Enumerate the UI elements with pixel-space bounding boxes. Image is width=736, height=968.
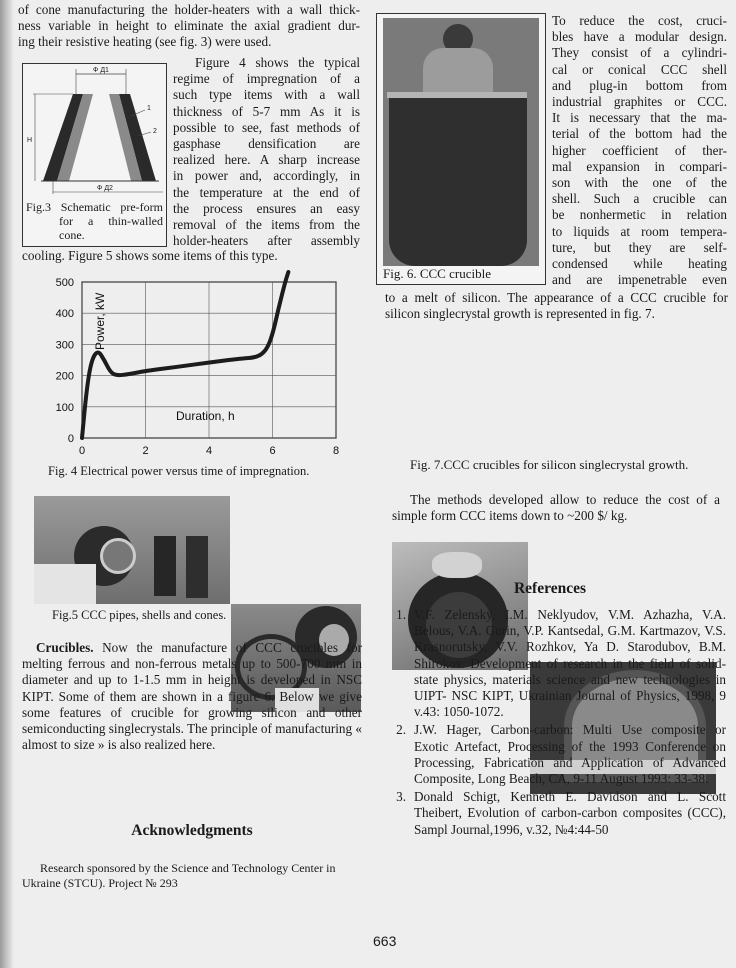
fig6-caption: Fig. 6. CCC crucible	[383, 266, 491, 281]
reference-item	[380, 607, 726, 720]
fig4-power-chart	[40, 270, 360, 460]
x-tick-label: 4	[205, 445, 213, 457]
figure-6	[376, 13, 546, 285]
acknowledgments-text	[22, 861, 372, 891]
ack-line: Research sponsored by the Science and Technology Center in	[40, 861, 336, 875]
text-line: and are impenetrable even	[552, 272, 727, 288]
text-line: ness variable in height to eliminate the axial gradient dur-	[18, 18, 360, 34]
cone-schematic	[23, 64, 166, 194]
reference-number: 3.	[396, 789, 406, 805]
page-number: 663	[373, 933, 397, 949]
y-tick-label: 500	[55, 277, 74, 289]
modular-design-paragraph	[552, 13, 727, 288]
text-line: holder-heaters after assembly	[173, 233, 360, 249]
x-tick-label: 0	[78, 445, 86, 457]
fig6-photo	[383, 18, 539, 266]
text-line: son with the one of the	[552, 175, 727, 191]
intro-paragraph	[18, 2, 360, 51]
reference-number: 1.	[396, 607, 406, 622]
fig7-caption: Fig. 7.CCC crucibles for silicon singlecrystal growth.	[410, 457, 689, 472]
y-tick-label: 200	[55, 370, 74, 383]
text-line: be nonhermetic in relation	[552, 207, 727, 223]
reference-text: J.W. Hager, Carbon-carbon: Multi Use composite or Exotic Artefact, Processing of the 1993 Conference on Processing, Fabrication and Application of Advanced Composite, Long Beach, CA, 9-11 August 1993: 33-38.	[414, 722, 726, 787]
ack-line: Ukraine (STCU). Project № 293	[22, 876, 178, 890]
references-list	[380, 607, 726, 840]
text-line: shell. Such a crucible can	[552, 191, 727, 207]
x-tick-labels	[79, 445, 339, 457]
text-line: thickness of 5-7 mm As it is	[173, 103, 360, 119]
references-heading: References	[513, 580, 586, 597]
label-h: H	[27, 137, 33, 144]
text-line: Figure 4 shows the typical	[195, 55, 360, 70]
text-line: gasphase densification are	[173, 136, 360, 152]
text-line: ing their resistive heating (see fig. 3) were used.	[18, 34, 272, 50]
text-line: possible to see, fast methods of	[173, 119, 360, 135]
label-2: 2	[153, 128, 157, 135]
text-line: removal of the items from the	[173, 217, 360, 233]
reference-item	[380, 789, 726, 838]
x-tick-label: 6	[269, 445, 276, 457]
text-line: such type items with a wall	[173, 87, 360, 103]
text-line: industrial graphites or CCC.	[552, 94, 727, 110]
text-line: It is necessary that the ma-	[552, 110, 727, 126]
y-tick-label: 0	[67, 433, 74, 445]
text-line: higher coefficient of ther-	[552, 142, 727, 158]
text-line: and plug-in bottom from	[552, 77, 727, 93]
y-tick-label: 300	[55, 339, 74, 352]
text-line: to a melt of silicon. The appearance of a CCC crucible for	[385, 290, 728, 305]
y-tick-label: 100	[55, 401, 74, 414]
text-line: the temperature at the end of	[173, 184, 360, 200]
text-line: bles have a modular design.	[552, 29, 727, 45]
cost-paragraph: The methods developed allow to reduce the cost of a simple form CCC items down to ~200 $/ kg.	[392, 492, 720, 524]
x-tick-label: 8	[332, 445, 340, 457]
acknowledgments-heading: Acknowledgments	[131, 822, 253, 839]
page-edge-shadow	[0, 0, 14, 968]
text-line: ture, but they are self-	[552, 239, 727, 255]
text-line: the process ensures an easy	[173, 200, 360, 216]
text-line: They consist of a cylindri-	[552, 45, 727, 61]
text-line: of cone manufacturing the holder-heaters with a wall thick-	[18, 2, 360, 17]
fig3-caption	[26, 200, 163, 242]
reference-item	[380, 722, 726, 787]
cooling-line: cooling. Figure 5 shows some items of this type.	[22, 248, 278, 263]
crucibles-text: Now the manufacture of CCC crucibles for melting ferrous and non-ferrous metals up to 500-700 mm in diameter and up to 1-1.5 mm in height is developed in NSC KIPT. Some of them are shown in a figure 6. Below we give some features of crucible for growing silicon and other semiconducting singlecrystals. The principle of manufacturing « almost to size » is also realized here.	[22, 640, 362, 753]
caption-line: cone.	[59, 228, 85, 242]
label-d2: Ф Д2	[97, 185, 113, 192]
fig4-description	[173, 55, 360, 249]
y-axis-label: Power, kW	[93, 292, 107, 350]
x-axis-label: Duration, h	[176, 409, 235, 423]
y-tick-label: 400	[55, 308, 74, 321]
label-d1: Ф Д1	[93, 67, 109, 74]
text-line: in power and, accordingly, in	[173, 168, 360, 184]
fig5-caption: Fig.5 CCC pipes, shells and cones.	[52, 608, 227, 622]
caption-line: Fig.3 Schematic pre-form	[26, 200, 163, 214]
reference-number: 2.	[396, 722, 406, 738]
crucibles-lead: Crucibles.	[36, 640, 94, 655]
text-line: mal expansion in compari-	[552, 158, 727, 174]
reference-text: V.F. Zelensky, I.M. Neklyudov, V.M. Azhazha, V.A. Belous, V.A. Gurin, V.P. Kantsedal, G.M. Kartmazov, V.S. Krasnorutsky, V.V. Rozhkov, Ya D. Starodubov, B.M. Shirokov. Development of research in the field of solid-state physics, materials science and new technologies in UIPT- NSC KIPT, Ukrainian Journal of Physics, 1998, 9 v.43: 1050-1072.	[414, 607, 726, 720]
text-line: condensed while heating	[552, 256, 727, 272]
text-line: to liquids at room tempera-	[552, 223, 727, 239]
caption-line: for a thin-walled	[59, 214, 163, 228]
y-tick-labels	[56, 277, 74, 445]
text-line: terial of the bottom had the	[552, 126, 727, 142]
x-tick-label: 2	[142, 445, 149, 457]
melt-paragraph	[385, 290, 728, 322]
fig4-caption: Fig. 4 Electrical power versus time of impregnation.	[48, 464, 310, 478]
text-line: silicon singlecrystal growth is represented in fig. 7.	[385, 306, 655, 322]
text-line: realized here. A sharp increase	[173, 152, 360, 168]
fig5-photo-left	[34, 496, 230, 604]
text-line: regime of impregnation of a	[173, 71, 360, 87]
reference-text: Donald Schigt, Kenneth E. Davidson and L. Scott Theibert, Evolution of carbon-carbon composites (CCC), Sampl Journal,1996, v.32, №4:44-50	[414, 789, 726, 837]
text-line: cal or conical CCC shell	[552, 61, 727, 77]
figure-3	[22, 63, 167, 247]
label-1: 1	[147, 105, 151, 112]
text-line: To reduce the cost, cruci-	[552, 13, 727, 28]
crucibles-paragraph	[22, 640, 362, 753]
